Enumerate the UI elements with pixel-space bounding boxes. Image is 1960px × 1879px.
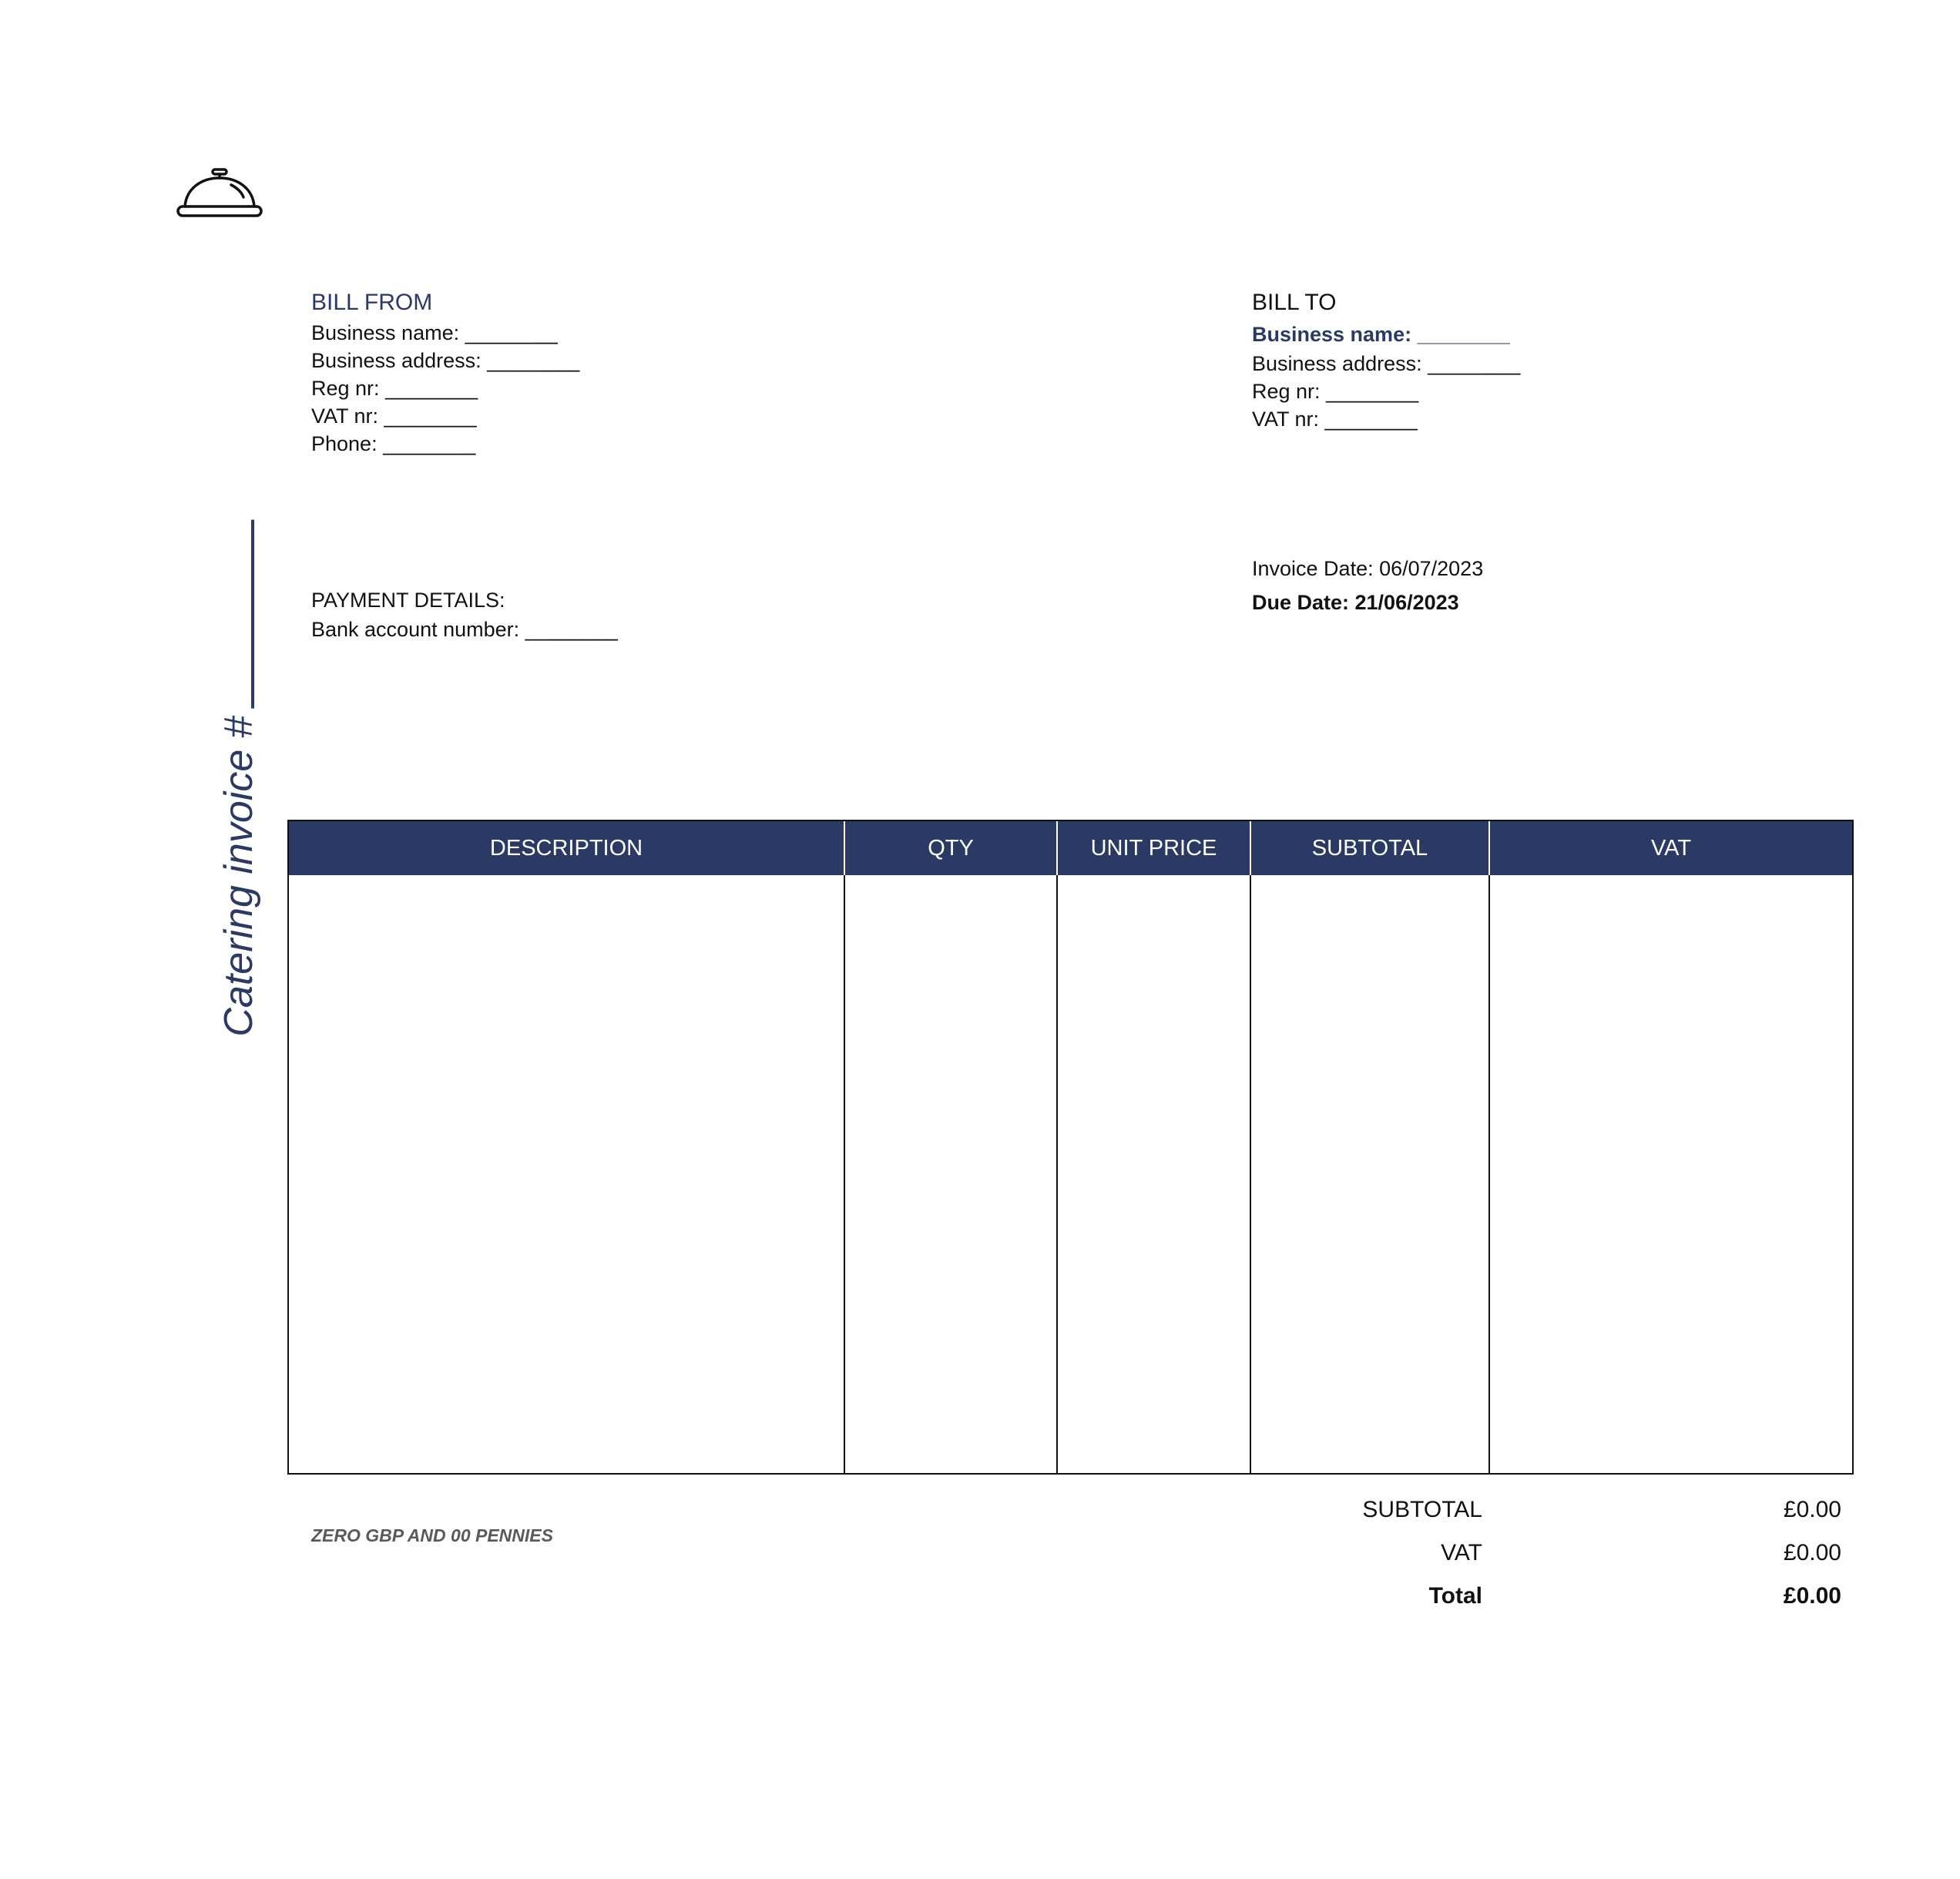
column-header-vat: VAT — [1488, 821, 1852, 875]
service-bell-icon — [176, 168, 263, 222]
bill-from-reg-nr: Reg nr: ________ — [311, 377, 478, 400]
bill-to-business-address: Business address: ________ — [1252, 352, 1521, 375]
vat-label: VAT — [1441, 1540, 1482, 1565]
column-header-qty: QTY — [844, 821, 1056, 875]
totals-labels — [1174, 1488, 1482, 1618]
vat-value: £0.00 — [1783, 1540, 1841, 1565]
bill-to-business-name: Business name: ________ — [1252, 323, 1510, 346]
subtotal-cell[interactable] — [1250, 875, 1488, 1473]
bill-from-phone: Phone: ________ — [311, 432, 476, 455]
payment-details-heading: PAYMENT DETAILS: — [311, 589, 505, 612]
invoice-title — [216, 519, 262, 1036]
invoice-number-blank — [251, 519, 254, 708]
total-value: £0.00 — [1783, 1583, 1841, 1609]
payment-details-section — [311, 586, 618, 644]
bill-from-vat-nr: VAT nr: ________ — [311, 404, 477, 428]
unit-price-cell[interactable] — [1056, 875, 1250, 1473]
total-label: Total — [1428, 1583, 1482, 1609]
subtotal-value: £0.00 — [1783, 1497, 1841, 1522]
bill-to-heading: BILL TO — [1252, 290, 1337, 315]
bill-from-business-address: Business address: ________ — [311, 349, 580, 372]
bill-to-vat-nr: VAT nr: ________ — [1252, 408, 1418, 431]
bank-account-number: Bank account number: ________ — [311, 618, 618, 641]
subtotal-label: SUBTOTAL — [1362, 1497, 1482, 1522]
vat-cell[interactable] — [1488, 875, 1852, 1473]
due-date: Due Date: 21/06/2023 — [1252, 591, 1459, 614]
items-table — [287, 820, 1854, 1475]
table-header — [289, 821, 1852, 875]
column-header-description: DESCRIPTION — [489, 835, 643, 861]
table-body — [289, 875, 1852, 1473]
invoice-title-text: Catering invoice # — [216, 716, 261, 1037]
column-header-subtotal: SUBTOTAL — [1250, 821, 1488, 875]
bill-from-section — [311, 287, 579, 458]
dates-section — [1252, 552, 1483, 619]
bill-from-business-name: Business name: ________ — [311, 321, 558, 344]
bill-to-section — [1252, 287, 1520, 433]
description-cell[interactable] — [289, 875, 844, 1473]
column-header-unit-price: UNIT PRICE — [1056, 821, 1250, 875]
invoice-date: Invoice Date: 06/07/2023 — [1252, 557, 1484, 580]
totals-values — [1610, 1488, 1841, 1618]
amount-in-words: ZERO GBP AND 00 PENNIES — [311, 1525, 553, 1545]
bill-to-reg-nr: Reg nr: ________ — [1252, 380, 1419, 403]
bill-from-heading: BILL FROM — [311, 290, 433, 315]
qty-cell[interactable] — [844, 875, 1056, 1473]
